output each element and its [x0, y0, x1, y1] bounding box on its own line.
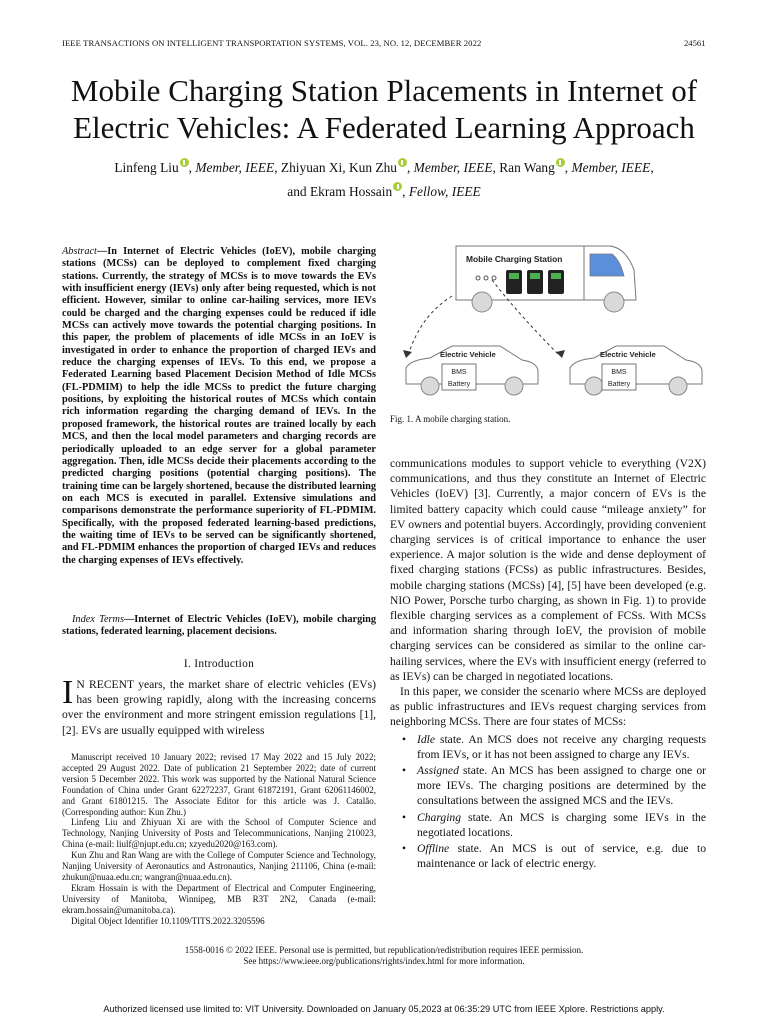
- truck-wheel-front: [604, 292, 624, 312]
- figure-mobile-charging-station: [390, 236, 706, 400]
- index-terms: Index Terms—Internet of Electric Vehicles (IoEV), mobile charging stations, federated learning, placement decisions.: [62, 614, 377, 638]
- abstract-text: In Internet of Electric Vehicles (IoEV), mobile charging stations (MCSs) can be deployed to complement fixed charging stations. Currently, the strategy of MCSs is to move towards the EVs with insufficient energy (IEVs) only after being requested, which is not efficient. However, similar to online car-hailing services, more IEVs could be charged and the charging expenses could be reduced if idle MCSs can actively move towards the potential charging positions. In this paper, the problem of placements of idle MCSs in an IoEV is investigated in order to enhance the proportion of charged IEVs and reduce the charging expenses of IEVs. To this end, we propose a Federated Learning based Placement Decision Method of Idle MCSs (FL-PDMIM) to help the idle MCSs to predict the future charging positions, by exploiting the historical routes of MCSs which contain rich information regarding the charging demand of IEVs. In the proposed framework, the historical routes are trained locally by each MCS, and then the local model parameters and charging records are periodically uploaded to an edge server for a global parameter aggregation. Then, idle MCSs decide their placements according to the predicted charging positions (potential charging positions). The training time can be largely shortened, because the distributed learning on each MCS is executed in parallel. Extensive simulations and comparisons demonstrate the performance superiority of FL-PDMIM. Specifically, with the proposed federated learning-based predictions, the waiting time of IEVs to be served can be significantly shortened, and FL-PDMIM enhances the proportion of charged IEVs and reduces the charging expenses of IEVs effectively.: [62, 246, 376, 566]
- index-terms-label: Index Terms: [72, 614, 124, 625]
- title-line-1: Mobile Charging Station Placements in Internet of: [70, 73, 698, 108]
- intro-text: years, the market share of electric vehicles (EVs) has been growing rapidly, along with the increasing concerns over the environment and more stringent emission regulations [1], [2]. EVs are usually equipped with wireless: [62, 678, 376, 737]
- list-item: • Assigned state. An MCS has been assigned to charge one or more IEVs. The charging positions are determined by the consultations between the assigned MCS and the IEVs.: [390, 763, 706, 809]
- copyright-line-1: 1558-0016 © 2022 IEEE. Personal use is permitted, but republication/redistribution requires IEEE permission.: [184, 945, 584, 955]
- bms-label: BMS: [451, 369, 467, 376]
- charger-units: [506, 270, 564, 294]
- ev-label-right: Electric Vehicle: [600, 350, 656, 359]
- author-1-role: Member, IEEE: [195, 160, 275, 175]
- mcs-states-list: [390, 732, 706, 872]
- page-number: 24561: [684, 38, 706, 48]
- right-paragraph-1: communications modules to support vehicle to everything (V2X) communications, and thus they constitute an Internet of Electric Vehicles (IoEV) [3]. Currently, a major concern of EVs is the limited battery capacity which could cause “mileage anxiety” for EV owners and potential buyers. Accordingly, providing convenient charging services is of critical importance to enhance the user experience. A major solution is the wide and dense deployment of fixed charging stations (FCSs) as public infrastructures. Besides, mobile charging stations (MCSs) [4], [5] have been developed (e.g. NIO Power, Porsche turbo charging, as shown in Fig. 1) to provide flexible charging services as a complement of FCSs. With MCSs and information sharing through IoEV, the provision of mobile charging services can be considered as similar to the online car-hailing services, where the EVs with insufficient energy (referred to as IEVs) can be charged in negotiated locations.: [390, 457, 706, 683]
- footnote-affiliation-2: Kun Zhu and Ran Wang are with the College of Computer Science and Technology, Nanjing University of Aeronautics and Astronautics, Nanjing 211106, China (e-mail: zhukun@nuaa.edu.cn; wangran@nuaa.edu.cn).: [62, 850, 376, 882]
- intro-lead: N RECENT: [76, 678, 134, 691]
- bms-label: BMS: [611, 369, 627, 376]
- ev-label-left: Electric Vehicle: [440, 350, 496, 359]
- author-4-role: Member, IEEE: [571, 160, 651, 175]
- author-list: Linfeng Liu , Member, IEEE, Zhiyuan Xi, Kun Zhu , Member, IEEE, Ran Wang , Member, IEEE, and Ekram Hossain , Fellow, IEEE: [114, 160, 654, 199]
- list-item: • Idle state. An MCS does not receive any charging requests from IEVs, or it has not been assigned to charge any IEVs.: [390, 732, 706, 762]
- author-1: Linfeng Liu: [114, 160, 179, 175]
- author-4: Ran Wang: [499, 160, 555, 175]
- list-item: • Charging state. An MCS is charging some IEVs in the negotiated locations.: [390, 810, 706, 840]
- author-5-role: Fellow, IEEE: [408, 184, 481, 199]
- copyright-line-2: See https://www.ieee.org/publications/rights/index.html for more information.: [243, 956, 525, 966]
- copyright-notice: [100, 945, 668, 967]
- right-column: [390, 456, 706, 872]
- list-item: • Offline state. An MCS is out of service, e.g. due to maintenance or lack of electric energy.: [390, 841, 706, 871]
- abstract: Abstract—In Internet of Electric Vehicles (IoEV), mobile charging stations (MCSs) can be deployed to complement fixed charging stations. Currently, the strategy of MCSs is to move towards the EVs with insufficient energy (IEVs) only after being requested, which is not efficient. However, similar to online car-hailing services, more IEVs could be charged and the charging expenses could be reduced if idle MCSs can actively move towards the potential charging positions. In this paper, the problem of placements of idle MCSs in an IoEV is investigated in order to enhance the proportion of charged IEVs and reduce the charging expenses of IEVs. To this end, we propose a Federated Learning based Placement Decision Method of Idle MCSs (FL-PDMIM) to help the idle MCSs to predict the future charging positions, by exploiting the historical routes of MCSs which contain rich information regarding the charging demand of IEVs. In the proposed framework, the historical routes are trained locally by each MCS, and then the local model parameters and charging records are periodically uploaded to an edge server for a global parameter aggregation. Then, idle MCSs decide their placements according to the predicted charging positions (potential charging positions). The training time can be largely shortened, because the distributed learning on each MCS is executed in parallel. Extensive simulations and comparisons demonstrate the performance superiority of FL-PDMIM. Specifically, with the proposed federated learning-based predictions, the waiting time of IEVs to be served can be significantly shortened, and FL-PDMIM enhances the proportion of charged IEVs and reduces the charging expenses of IEVs effectively.: [62, 246, 376, 566]
- title-line-2: Electric Vehicles: A Federated Learning Approach: [73, 110, 695, 145]
- footnote: [62, 752, 376, 927]
- truck-wheel-rear: [472, 292, 492, 312]
- author-3-role: Member, IEEE: [413, 160, 493, 175]
- battery-label: Battery: [607, 381, 631, 388]
- footnote-doi: Digital Object Identifier 10.1109/TITS.2022.3205596: [71, 915, 265, 926]
- cable-left: [408, 296, 452, 356]
- footnote-affiliation-1: Linfeng Liu and Zhiyuan Xi are with the School of Computer Science and Technology, Nanjing University of Posts and Telecommunications, Nanjing 210023, China (e-mail: liulf@njupt.edu.cn; xzyedu2020@163.com).: [62, 817, 376, 850]
- author-5: and Ekram Hossain: [287, 184, 393, 199]
- footnote-affiliation-3: Ekram Hossain is with the Department of Electrical and Computer Engineering, University of Manitoba, Winnipeg, MB R3T 2N2, Canada (e-mail: ekram.hossain@umanitoba.ca).: [62, 882, 376, 915]
- figure-caption: Fig. 1. A mobile charging station.: [390, 414, 511, 424]
- right-paragraph-2: In this paper, we consider the scenario where MCSs are deployed as public infrastructures and IEVs request charging services from neighboring MCSs. There are four states of MCSs:: [390, 685, 706, 729]
- running-header: IEEE TRANSACTIONS ON INTELLIGENT TRANSPORTATION SYSTEMS, VOL. 23, NO. 12, DECEMBER 2022: [62, 38, 482, 48]
- orcid-icon[interactable]: [398, 158, 407, 167]
- section-heading: I. Introduction: [183, 658, 255, 670]
- orcid-icon[interactable]: [180, 158, 189, 167]
- author-2: Zhiyuan Xi: [280, 160, 343, 175]
- orcid-icon[interactable]: [556, 158, 565, 167]
- intro-paragraph: [62, 674, 376, 738]
- authorized-use-banner: Authorized licensed use limited to: VIT University. Downloaded on January 05,2023 at 06:35:29 UTC from IEEE Xplore. Restrictions apply.: [103, 1004, 665, 1014]
- battery-label: Battery: [447, 381, 471, 388]
- footnote-manuscript: Manuscript received 10 January 2022; revised 17 May 2022 and 15 July 2022; accepted 29 August 2022. Date of publication 21 September 2022; date of current version 5 December 2022. This work was supported by the National Natural Science Foundation of China under Grant 62272237, Grant 61872191, Grant 62061146002, and Grant 61801215. The Associate Editor for this article was J. Catalão. (Corresponding author: Kun Zhu.): [62, 752, 376, 817]
- paper-title: [30, 72, 738, 146]
- drop-cap: I: [62, 674, 74, 711]
- station-label: Mobile Charging Station: [466, 254, 563, 264]
- author-3: Kun Zhu: [348, 160, 397, 175]
- orcid-icon[interactable]: [393, 182, 402, 191]
- abstract-label: Abstract: [62, 246, 97, 257]
- index-terms-text: Internet of Electric Vehicles (IoEV), mobile charging stations, federated learning, placement decisions.: [62, 614, 377, 638]
